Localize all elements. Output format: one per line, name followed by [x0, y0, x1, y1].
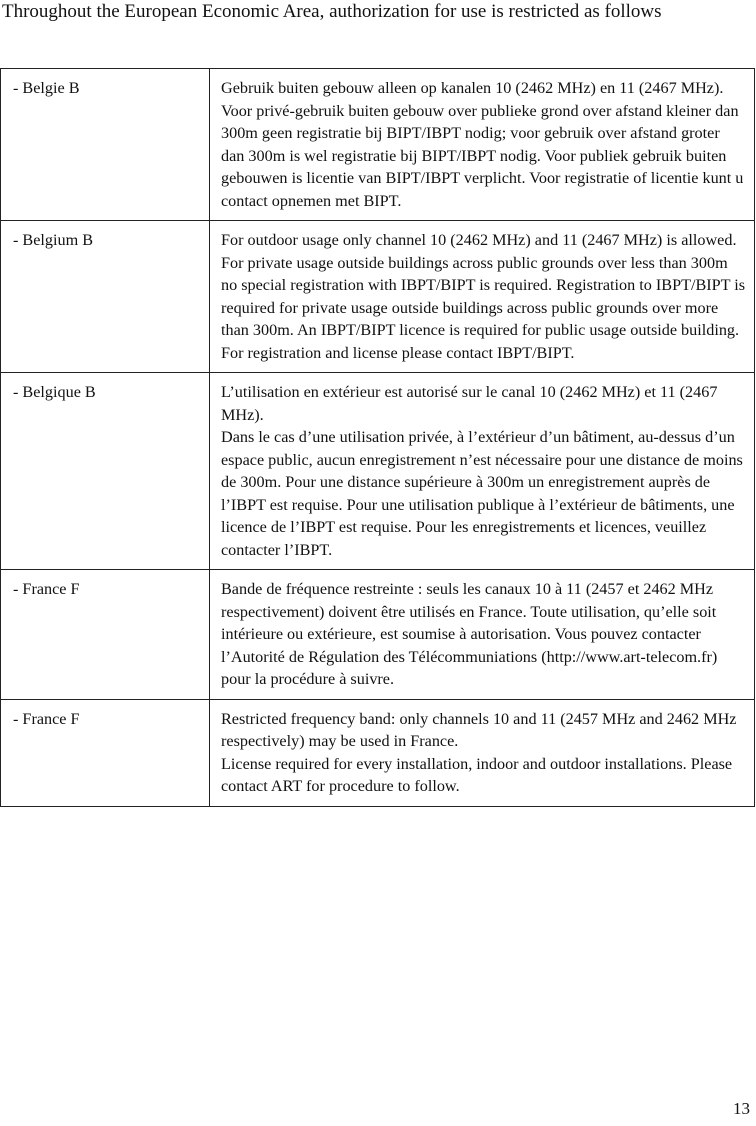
restriction-paragraph: For private usage outside buildings across public grounds over less than 300m no special registration with IBPT/BIPT is required. Registration to IBPT/BIPT is required for private usage outside buildings across public grounds over more than 300m. An IBPT/BIPT licence is required for public usage outside building. For registration and license please contact IBPT/BIPT. [221, 253, 746, 362]
restriction-paragraph: Dans le cas d’une utilisation privée, à l’extérieur d’un bâtiment, au-dessus d’un espace public, aucun enregistrement n’est nécessaire pour une distance de moins de 300m. Pour une distance supérieure à 300m un enregistrement auprès de l’IBPT est requise. Pour une utilisation publique à l’extérieur de bâtiments, une licence de l’IBPT est requise. Pour les enregistrements et licences, veuillez contacter l’IBPT. [221, 428, 743, 559]
restriction-cell [210, 221, 755, 373]
page-number: 13 [733, 1099, 750, 1118]
intro-text: Throughout the European Economic Area, authorization for use is restricted as follows [2, 1, 662, 22]
country-cell: - France F [1, 570, 210, 700]
table-row [1, 221, 755, 373]
restriction-cell [210, 69, 755, 221]
restriction-cell [210, 699, 755, 806]
restriction-paragraph: License required for every installation, indoor and outdoor installations. Please contact ART for procedure to follow. [221, 754, 733, 795]
table-row [1, 570, 755, 700]
restriction-cell [210, 373, 755, 570]
restriction-cell [210, 570, 755, 700]
country-cell: - Belgique B [1, 373, 210, 570]
table-row [1, 69, 755, 221]
restriction-paragraph: Gebruik buiten gebouw alleen op kanalen 10 (2462 MHz) en 11 (2467 MHz). [221, 79, 724, 97]
restriction-paragraph: Bande de fréquence restreinte : seuls les canaux 10 à 11 (2457 et 2462 MHz respectivement) doivent être utilisés en France. Toute utilisation, qu’elle soit intérieure ou extérieure, est soumise à autorisation. Vous pouvez contacter l’Autorité de Régulation des Télécommuniations (http://www.art-telecom.fr) pour la procédure à suivre. [221, 580, 718, 688]
restriction-paragraph: For outdoor usage only channel 10 (2462 MHz) and 11 (2467 MHz) is allowed. [221, 231, 737, 249]
country-cell: - Belgium B [1, 221, 210, 373]
restriction-paragraph: L’utilisation en extérieur est autorisé sur le canal 10 (2462 MHz) et 11 (2467 MHz). [221, 383, 718, 424]
table-row [1, 373, 755, 570]
table-row [1, 699, 755, 806]
country-cell: - Belgie B [1, 69, 210, 221]
restriction-paragraph: Restricted frequency band: only channels 10 and 11 (2457 MHz and 2462 MHz respectively) may be used in France. [221, 709, 737, 750]
country-cell: - France F [1, 699, 210, 806]
authorization-table [0, 68, 755, 807]
restriction-paragraph: Voor privé-gebruik buiten gebouw over publieke grond over afstand kleiner dan 300m geen registratie bij BIPT/IBPT nodig; voor gebruik over afstand groter dan 300m is wel registratie bij BIPT/IBPT nodig. Voor publiek gebruik buiten gebouwen is licentie van BIPT/IBPT verplicht. Voor registratie of licentie kunt u contact opnemen met BIPT. [221, 101, 744, 210]
